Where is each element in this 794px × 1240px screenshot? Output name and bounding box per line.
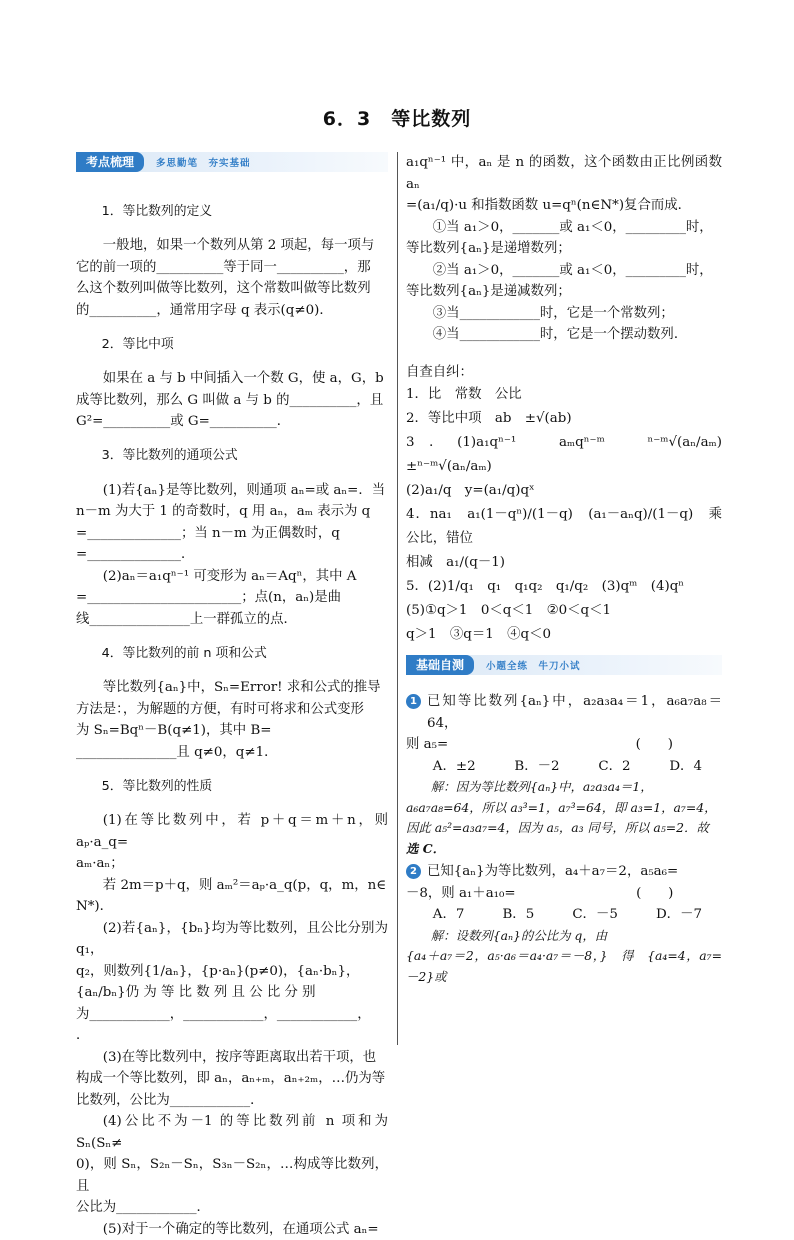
solution-line: 选 C． [406,840,445,856]
answers-title: 自查自纠： [406,364,473,380]
section-heading: 1．等比数列的定义 [101,203,213,219]
option-a: A．±2 [432,758,476,774]
solution-line: 解：因为等比数列{aₙ}中，a₂a₃a₄＝1， [430,779,653,794]
option-d: D．4 [669,758,702,774]
self-test-banner [406,655,722,675]
answer-line: (2)a₁/q y=(a₁/q)qˣ [406,483,535,498]
options-row [406,904,722,926]
solution-line: {a₄＋a₇＝2，a₅·a₆＝a₄·a₇＝－8，} 得 {a₄=4，a₇=－2}或 [406,948,722,984]
text-line: (4)公比不为－1 的等比数列前 n 项和为 Sₙ(Sₙ≠ [76,1114,388,1151]
left-lines [76,201,388,1240]
text-line: ③当____________时，它是一个常数列； [432,305,674,321]
question-text-cont: 则 a₅= ( ) [406,737,673,752]
solution-line: 解：设数列{aₙ}的公比为 q，由 [430,927,608,943]
spacer [406,647,722,655]
solution-line: a₆a₇a₈=64，所以 a₃³=1，a₇³=64，即 a₃=1，a₇=4， [406,799,717,815]
question-text: 已知等比数列{aₙ}中，a₂a₃a₄＝1，a₆a₇a₈＝64， [427,694,722,731]
text-line: 等比数列{aₙ}是递减数列； [406,284,571,299]
banner-subtitle: 多思勤笔 夯实基础 [156,158,251,169]
text-line: =______________． [76,547,195,563]
question-text: 已知{aₙ}为等比数列，a₄＋a₇＝2，a₅a₆= [427,864,679,879]
option-b: B．5 [502,907,535,922]
banner-tag: 考点梳理 [76,152,144,172]
text-line: ①当 a₁＞0，_______或 a₁＜0，_________时， [432,219,713,235]
right-column [406,152,736,987]
answer-line: 相减 a₁/(q－1) [406,555,505,570]
option-c: C．－5 [572,907,618,922]
text-line: =______________；当 n－m 为正偶数时，q [76,525,340,541]
text-line: (1)若{aₙ}是等比数列，则通项 aₙ=或 aₙ=．当 [102,482,386,498]
solution-line: 因此 a₅²=a₃a₇=4，因为 a₅，a₃ 同号，所以 a₅=2．故 [406,820,709,835]
spacer [406,346,722,362]
text-line: 方法是：，为解题的方便，有时可将求和公式变形 [76,701,364,717]
section-heading: 3．等比数列的通项公式 [101,448,238,464]
text-line: 等比数列{aₙ}是递增数列； [406,241,571,256]
text-line: =(a₁/q)·u 和指数函数 u=qⁿ(n∈N*)复合而成． [406,198,692,213]
option-c: C．2 [598,758,631,774]
question-number-badge: 1 [406,694,421,709]
question-text-cont: －8，则 a₁＋a₁₀= ( ) [406,885,674,901]
option-b: B．－2 [514,758,560,774]
text-line: ④当____________时，它是一个摆动数列． [432,327,688,342]
answer-line: 3．(1)a₁qⁿ⁻¹ aₘqⁿ⁻ᵐ ⁿ⁻ᵐ√(aₙ/aₘ) ±ⁿ⁻ᵐ√(aₙ/aₘ) [406,435,736,474]
text-line: (1)在等比数列中，若 p＋q＝m＋n，则 aₚ·a_q= [76,813,388,850]
options-row [406,756,722,778]
section-heading: 4．等比数列的前 n 项和公式 [101,646,267,662]
text-line: 线_______________上一群孤立的点． [76,611,297,627]
text-line: _______________且 q≠0，q≠1． [76,744,278,760]
answer-line: (5)①q＞1 0＜q＜1 ②0＜q＜1 [406,603,612,618]
text-line: (3)在等比数列中，按序等距离取出若干项，也 [102,1049,377,1065]
text-line: ． [76,1028,90,1044]
text-line: 构成一个等比数列，即 aₙ，aₙ₊ₘ，aₙ₊₂ₘ，…仍为等 [76,1071,386,1087]
text-line: 等比数列{aₙ}中，Sₙ=Error! 求和公式的推导 [102,680,381,696]
answer-line: 5．(2)1/q₁ q₁ q₁q₂ q₁/q₂ (3)qᵐ (4)qⁿ [406,579,685,594]
answer-line: 4．na₁ a₁(1－qⁿ)/(1－q) (a₁－aₙq)/(1－q) 乘公比，错位 [406,507,722,546]
text-line: ②当 a₁＞0，_______或 a₁＜0，_________时， [432,262,713,278]
section-heading: 5．等比数列的性质 [101,779,213,795]
page-title: 6．3 等比数列 [322,108,472,130]
key-points-banner [76,152,388,172]
text-line: G²=__________或 G=__________． [76,414,291,430]
banner-subtitle: 小题全练 牛刀小试 [486,661,581,672]
text-line: q₂，则数列{1/aₙ}，{p·aₙ}(p≠0)，{aₙ·bₙ}， [76,963,360,979]
text-line: 若 2m＝p＋q，则 aₘ²＝aₚ·a_q(p，q，m，n∈ [102,877,387,893]
text-line: 为 Sₙ=Bqⁿ－B(q≠1)，其中 B= [76,723,272,739]
text-line: (5)对于一个确定的等比数列，在通项公式 aₙ= [102,1221,379,1237]
option-d: D．－7 [655,907,702,922]
banner-tag: 基础自测 [406,655,474,675]
answer-line: 2．等比中项 ab ±√(ab) [406,411,572,426]
answer-line: 1．比 常数 公比 [406,387,522,402]
text-line: n－m 为大于 1 的奇数时，q 用 aₙ，aₘ 表示为 q [76,504,371,520]
text-line: 成等比数列，那么 G 叫做 a 与 b 的__________，且 [76,392,384,408]
question-2 [406,861,722,987]
text-line: 一般地，如果一个数列从第 2 项起，每一项与 [102,238,375,254]
right-intro [406,152,722,346]
text-line: 如果在 a 与 b 中间插入一个数 G，使 a，G，b [102,371,384,387]
text-line: {aₙ/bₙ}仍 为 等 比 数 列 且 公 比 分 别 [76,985,316,1001]
spacer [76,180,388,188]
text-line: 0)，则 Sₙ，S₂ₙ－Sₙ，S₃ₙ－S₂ₙ，…构成等比数列，且 [76,1157,388,1194]
text-line: N*)． [76,899,114,915]
text-line: 公比为____________． [76,1200,210,1216]
option-a: A．7 [432,907,465,922]
column-divider [397,152,398,1045]
text-line: a₁qⁿ⁻¹ 中，aₙ 是 n 的函数，这个函数由正比例函数 aₙ [406,155,722,192]
text-line: 么这个数列叫做等比数列，这个常数叫做等比数列 [76,281,371,297]
text-line: 为____________，____________，____________， [76,1006,371,1022]
question-number-badge: 2 [406,864,421,879]
text-line: 的__________，通常用字母 q 表示(q≠0)． [76,302,333,318]
section-heading: 2．等比中项 [101,336,174,352]
left-column [76,152,388,1240]
text-line: 比数列，公比为____________． [76,1092,264,1108]
text-line: (2)若{aₙ}，{bₙ}均为等比数列，且公比分别为 q₁， [76,920,388,958]
text-line: =_______________________；点(n，aₙ)是曲 [76,590,342,606]
text-line: aₘ·aₙ； [76,856,124,872]
spacer [406,683,722,691]
text-line: (2)aₙ＝a₁qⁿ⁻¹ 可变形为 aₙ＝Aqⁿ，其中 A [102,568,357,584]
answer-line: q＞1 ③q＝1 ④q＜0 [406,627,552,642]
answers-block [406,383,736,647]
question-1 [406,691,722,859]
text-line: 它的前一项的__________等于同一__________，那 [76,259,371,275]
